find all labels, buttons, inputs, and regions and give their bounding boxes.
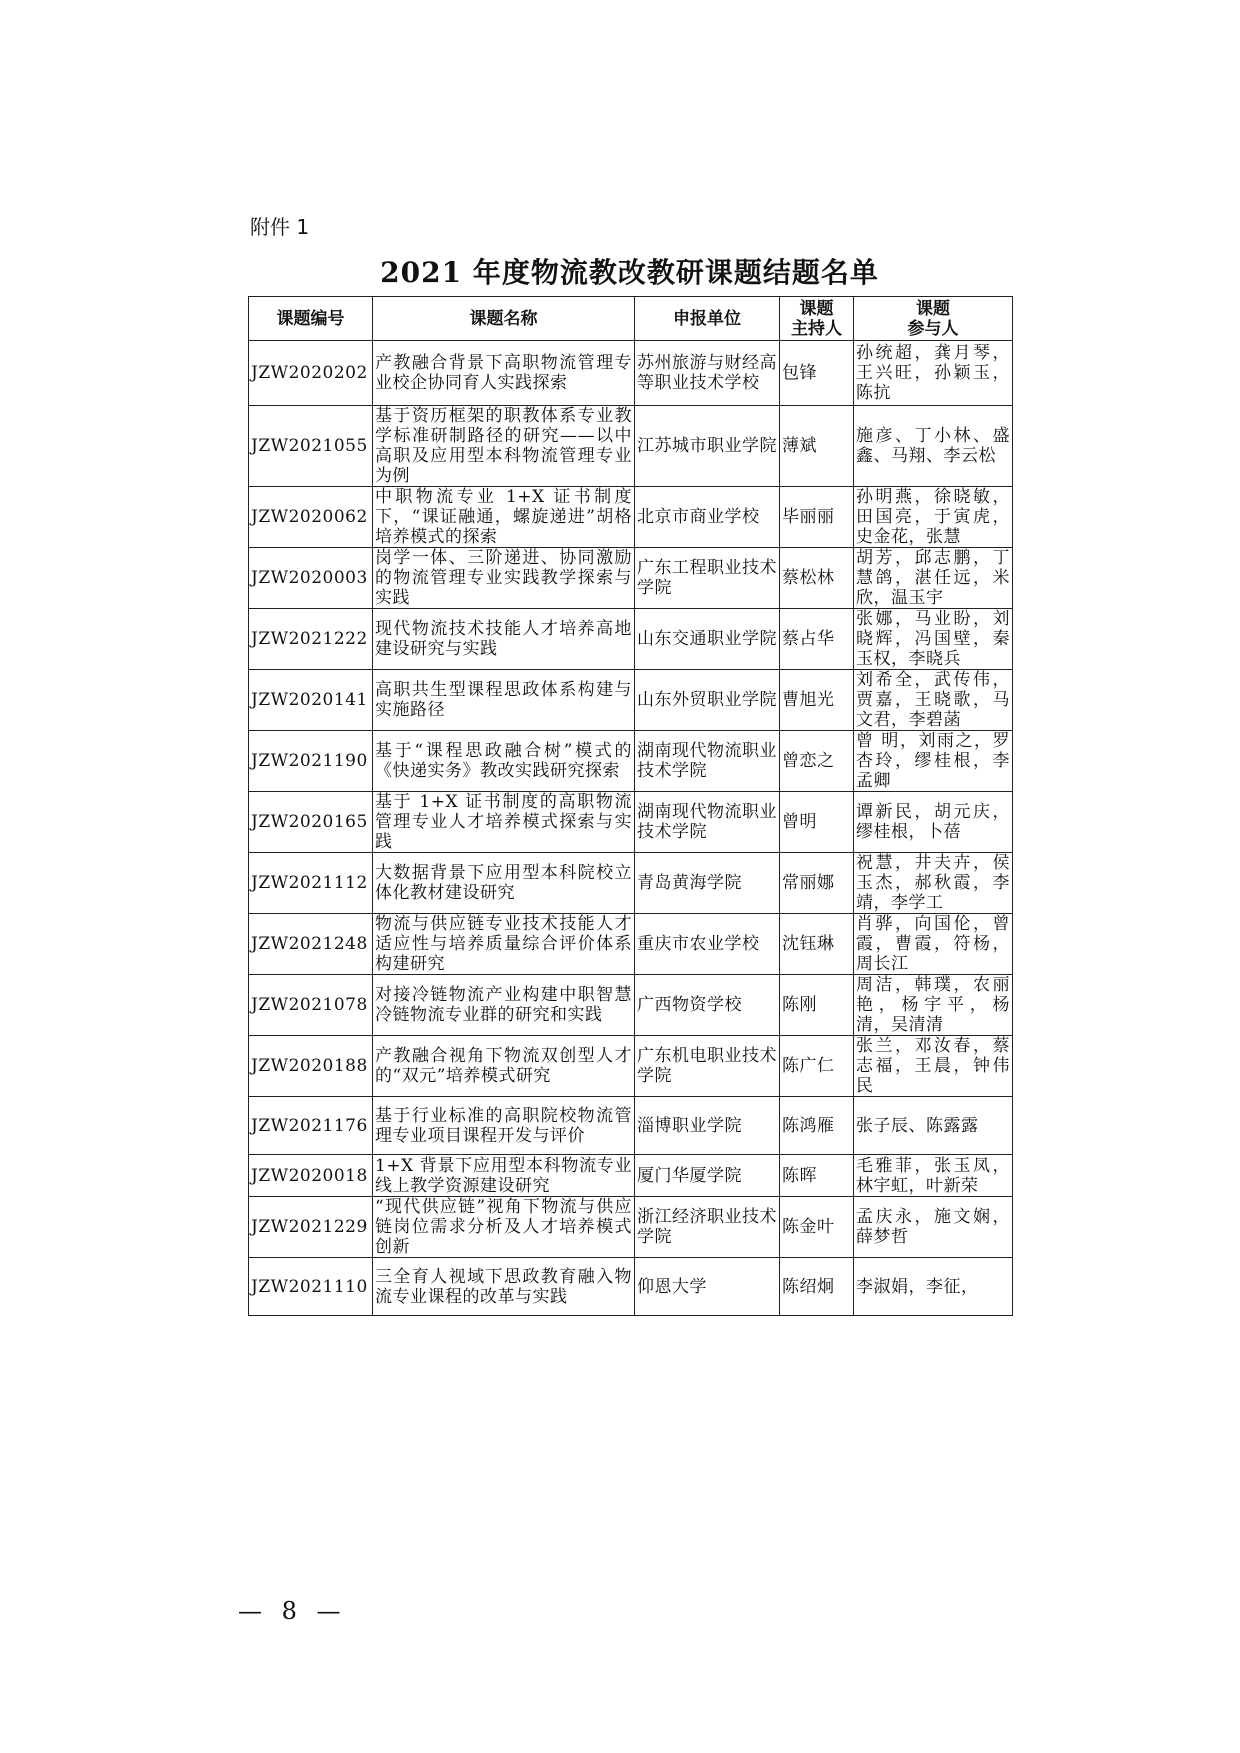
table-row — [249, 1097, 1013, 1155]
project-members-cell: 张娜，马业盼，刘晓辉，冯国壁，秦玉权，李晓兵 — [854, 609, 1013, 670]
table-row — [249, 914, 1013, 975]
project-leader-cell: 陈晖 — [780, 1155, 854, 1197]
project-members-cell: 李淑娟，李征， — [854, 1258, 1013, 1316]
applicant-unit-cell: 北京市商业学校 — [635, 487, 780, 548]
project-code-cell: JZW2021248 — [249, 914, 373, 975]
project-members-cell: 张子辰、陈露露 — [854, 1097, 1013, 1155]
table-row — [249, 1036, 1013, 1097]
applicant-unit-cell: 山东交通职业学院 — [635, 609, 780, 670]
project-code-cell: JZW2020202 — [249, 341, 373, 406]
project-name-cell: 大数据背景下应用型本科院校立体化教材建设研究 — [373, 853, 635, 914]
table-row — [249, 731, 1013, 792]
project-leader-cell: 包锋 — [780, 341, 854, 406]
table-row — [249, 548, 1013, 609]
table-row — [249, 792, 1013, 853]
project-code-cell: JZW2021222 — [249, 609, 373, 670]
project-name-cell: 现代物流技术技能人才培养高地建设研究与实践 — [373, 609, 635, 670]
project-leader-cell: 蔡松林 — [780, 548, 854, 609]
project-leader-cell: 薄斌 — [780, 406, 854, 487]
project-code-cell: JZW2021176 — [249, 1097, 373, 1155]
document-title: 2021 年度物流教改教研课题结题名单 — [380, 256, 879, 289]
project-name-cell: 物流与供应链专业技术技能人才适应性与培养质量综合评价体系构建研究 — [373, 914, 635, 975]
project-code-cell: JZW2021055 — [249, 406, 373, 487]
project-name-cell: 基于行业标准的高职院校物流管理专业项目课程开发与评价 — [373, 1097, 635, 1155]
project-name-cell: “现代供应链”视角下物流与供应链岗位需求分析及人才培养模式创新 — [373, 1197, 635, 1258]
applicant-unit-cell: 山东外贸职业学院 — [635, 670, 780, 731]
project-code-cell: JZW2020188 — [249, 1036, 373, 1097]
project-leader-cell: 常丽娜 — [780, 853, 854, 914]
project-members-cell: 周洁，韩璞，农丽艳，杨宇平，杨清，吴清清 — [854, 975, 1013, 1036]
table-row — [249, 1197, 1013, 1258]
project-name-cell: 中职物流专业 1+X 证书制度下，“课证融通，螺旋递进”胡格培养模式的探索 — [373, 487, 635, 548]
project-name-cell: 基于“课程思政融合树”模式的《快递实务》教改实践研究探索 — [373, 731, 635, 792]
project-members-cell: 曾 明，刘雨之，罗杏玲，缪桂根，李孟卿 — [854, 731, 1013, 792]
applicant-unit-cell: 广东工程职业技术学院 — [635, 548, 780, 609]
project-leader-cell: 陈刚 — [780, 975, 854, 1036]
project-code-cell: JZW2021190 — [249, 731, 373, 792]
applicant-unit-cell: 淄博职业学院 — [635, 1097, 780, 1155]
project-leader-cell: 曾恋之 — [780, 731, 854, 792]
project-code-cell: JZW2020165 — [249, 792, 373, 853]
table-row — [249, 853, 1013, 914]
applicant-unit-cell: 重庆市农业学校 — [635, 914, 780, 975]
project-code-cell: JZW2020062 — [249, 487, 373, 548]
project-leader-cell: 陈广仁 — [780, 1036, 854, 1097]
table-row — [249, 1258, 1013, 1316]
project-name-cell: 基于资历框架的职教体系专业教学标准研制路径的研究——以中高职及应用型本科物流管理专业为例 — [373, 406, 635, 487]
project-leader-cell: 陈鸿雁 — [780, 1097, 854, 1155]
project-leader-cell: 蔡占华 — [780, 609, 854, 670]
attachment-label: 附件 1 — [250, 215, 310, 239]
project-name-cell: 三全育人视域下思政教育融入物流专业课程的改革与实践 — [373, 1258, 635, 1316]
project-code-cell: JZW2021110 — [249, 1258, 373, 1316]
applicant-unit-cell: 厦门华厦学院 — [635, 1155, 780, 1197]
project-name-cell: 1+X 背景下应用型本科物流专业线上教学资源建设研究 — [373, 1155, 635, 1197]
applicant-unit-cell: 湖南现代物流职业技术学院 — [635, 792, 780, 853]
header-members: 课题 参与人 — [854, 297, 1013, 341]
project-leader-cell: 毕丽丽 — [780, 487, 854, 548]
table-row — [249, 1155, 1013, 1197]
applicant-unit-cell: 浙江经济职业技术学院 — [635, 1197, 780, 1258]
project-code-cell: JZW2020141 — [249, 670, 373, 731]
project-members-cell: 胡芳，邱志鹏，丁慧鸽，湛任远，米欣，温玉宇 — [854, 548, 1013, 609]
project-code-cell: JZW2020003 — [249, 548, 373, 609]
applicant-unit-cell: 广西物资学校 — [635, 975, 780, 1036]
project-leader-cell: 曾明 — [780, 792, 854, 853]
project-members-cell: 祝慧，井夫卉，侯玉杰，郝秋霞，李靖，李学工 — [854, 853, 1013, 914]
project-members-cell: 孙统超，龚月琴，王兴旺，孙颖玉，陈抗 — [854, 341, 1013, 406]
applicant-unit-cell: 仰恩大学 — [635, 1258, 780, 1316]
header-leader: 课题 主持人 — [780, 297, 854, 341]
project-name-cell: 对接冷链物流产业构建中职智慧冷链物流专业群的研究和实践 — [373, 975, 635, 1036]
project-code-cell: JZW2021112 — [249, 853, 373, 914]
project-leader-cell: 陈绍炯 — [780, 1258, 854, 1316]
applicant-unit-cell: 苏州旅游与财经高等职业技术学校 — [635, 341, 780, 406]
project-name-cell: 高职共生型课程思政体系构建与实施路径 — [373, 670, 635, 731]
applicant-unit-cell: 湖南现代物流职业技术学院 — [635, 731, 780, 792]
header-unit: 申报单位 — [635, 297, 780, 341]
project-members-cell: 肖骅，向国伦，曾霞，曹霞，符杨，周长江 — [854, 914, 1013, 975]
project-leader-cell: 沈钰琳 — [780, 914, 854, 975]
table-row — [249, 975, 1013, 1036]
applicant-unit-cell: 江苏城市职业学院 — [635, 406, 780, 487]
table-header-row — [249, 297, 1013, 341]
project-name-cell: 产教融合背景下高职物流管理专业校企协同育人实践探索 — [373, 341, 635, 406]
project-name-cell: 岗学一体、三阶递进、协同激励的物流管理专业实践教学探索与实践 — [373, 548, 635, 609]
project-members-cell: 孙明燕，徐晓敏，田国亮，于寅虎，史金花，张慧 — [854, 487, 1013, 548]
project-name-cell: 产教融合视角下物流双创型人才的“双元”培养模式研究 — [373, 1036, 635, 1097]
applicant-unit-cell: 青岛黄海学院 — [635, 853, 780, 914]
table-row — [249, 670, 1013, 731]
table-row — [249, 341, 1013, 406]
project-members-cell: 孟庆永，施文娴，薛梦哲 — [854, 1197, 1013, 1258]
project-members-cell: 谭新民，胡元庆，缪桂根，卜蓓 — [854, 792, 1013, 853]
header-code: 课题编号 — [249, 297, 373, 341]
project-code-cell: JZW2021078 — [249, 975, 373, 1036]
applicant-unit-cell: 广东机电职业技术学院 — [635, 1036, 780, 1097]
table-row — [249, 406, 1013, 487]
project-name-cell: 基于 1+X 证书制度的高职物流管理专业人才培养模式探索与实践 — [373, 792, 635, 853]
table-row — [249, 609, 1013, 670]
project-leader-cell: 陈金叶 — [780, 1197, 854, 1258]
header-name: 课题名称 — [373, 297, 635, 341]
project-members-cell: 张兰，邓汝春，蔡志福，王晨，钟伟民 — [854, 1036, 1013, 1097]
project-members-cell: 刘希全，武传伟，贾嘉，王晓歌，马文君，李碧菡 — [854, 670, 1013, 731]
page-number: — 8 — — [238, 1597, 347, 1625]
project-code-cell: JZW2020018 — [249, 1155, 373, 1197]
project-members-cell: 施彦、丁小林、盛鑫、马翔、李云松 — [854, 406, 1013, 487]
project-list-table — [248, 296, 1013, 1316]
project-code-cell: JZW2021229 — [249, 1197, 373, 1258]
project-leader-cell: 曹旭光 — [780, 670, 854, 731]
project-members-cell: 毛雅菲，张玉凤，林宇虹，叶新荣 — [854, 1155, 1013, 1197]
table-row — [249, 487, 1013, 548]
